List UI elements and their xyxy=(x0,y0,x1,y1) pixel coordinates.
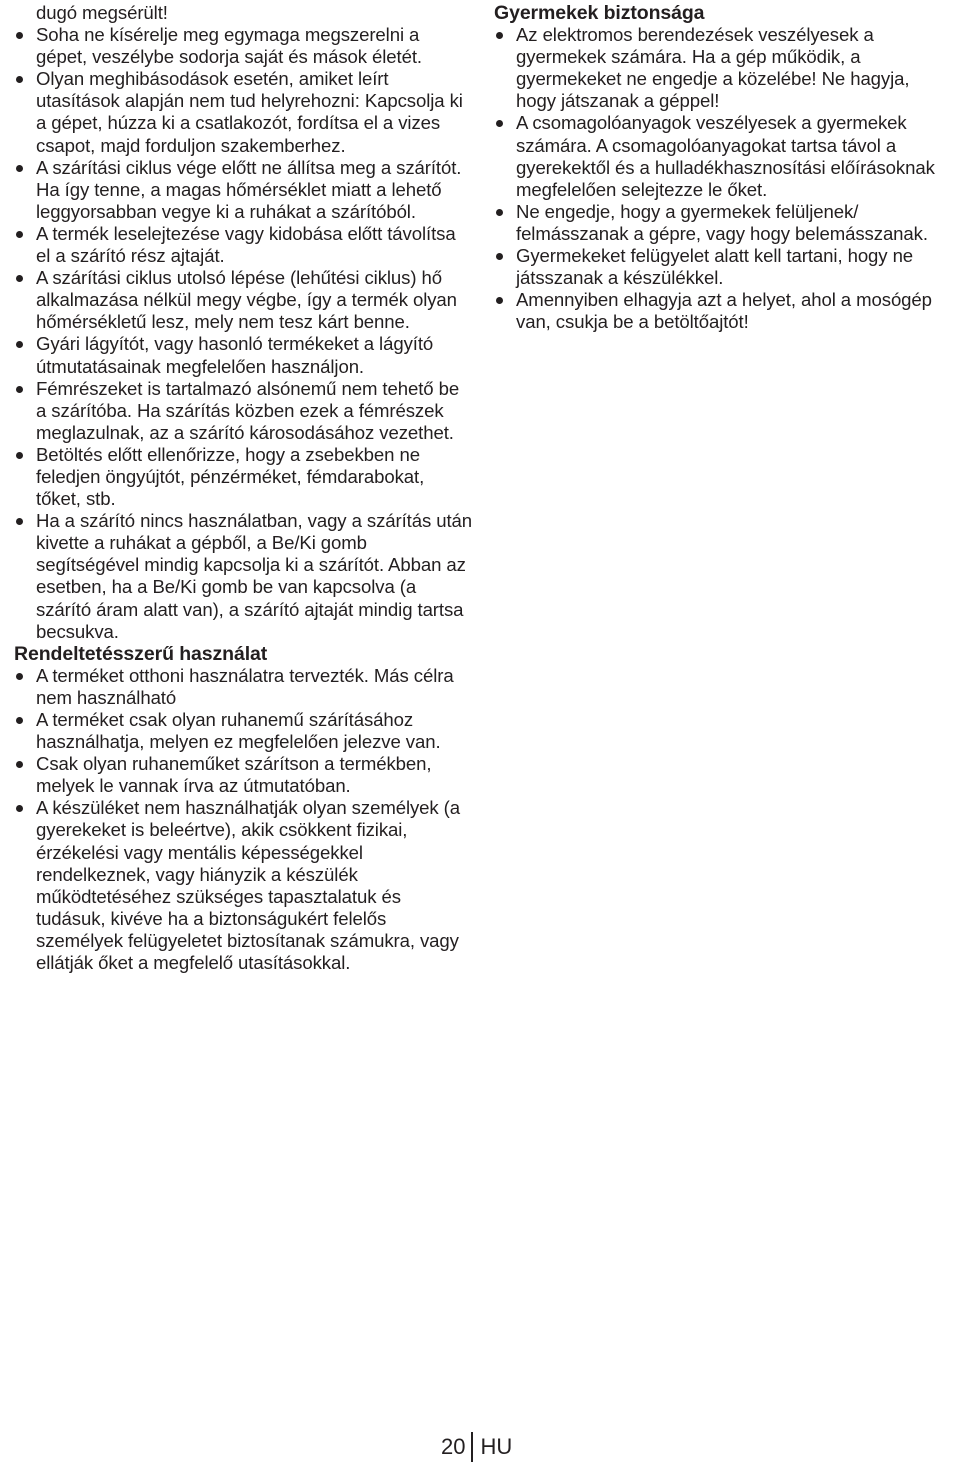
list-item: A szárítási ciklus utolsó lépése (lehűtési ciklus) hő alkalmazása nélkül megy végbe, így a termék olyan hőmérsékletű lesz, mely nem tesz kárt benne. xyxy=(14,267,474,333)
list-item: Olyan meghibásodások esetén, amiket leírt utasítások alapján nem tud helyrehozni: Kapcsolja ki a gépet, húzza ki a csatlakozót, fordítsa el a vizes csapot, majd forduljon szakemberhez. xyxy=(14,68,474,156)
intended-use-list xyxy=(14,665,474,974)
list-item: Gyári lágyítót, vagy hasonló termékeket a lágyító útmutatásainak megfelelően használjon. xyxy=(14,333,474,377)
left-column xyxy=(14,2,474,974)
list-item: Az elektromos berendezések veszélyesek a gyermekek számára. Ha a gép működik, a gyermekeket ne engedje a közelébe! Ne hagyja, hogy játszanak a géppel! xyxy=(494,24,946,112)
page-footer xyxy=(441,1432,512,1462)
list-item: Fémrészeket is tartalmazó alsónemű nem tehető be a szárítóba. Ha szárítás közben ezek a fémrészek meglazulnak, az a szárító károsodásához vezethet. xyxy=(14,378,474,444)
language-code: HU xyxy=(480,1434,513,1459)
continuation-text: dugó megsérült! xyxy=(36,2,168,23)
list-item: Ne engedje, hogy a gyermekek felüljenek/ felmásszanak a gépre, vagy hogy belemásszanak. xyxy=(494,201,946,245)
list-item: Soha ne kísérelje meg egymaga megszerelni a gépet, veszélybe sodorja saját és mások életét. xyxy=(14,24,474,68)
list-item: Gyermekeket felügyelet alatt kell tartani, hogy ne játsszanak a készülékkel. xyxy=(494,245,946,289)
section-title-intended-use: Rendeltetésszerű használat xyxy=(14,642,268,665)
list-item: A szárítási ciklus vége előtt ne állítsa meg a szárítót. Ha így tenne, a magas hőmérséklet miatt a lehető leggyorsabban vegye ki a ruhákat a szárítóból. xyxy=(14,157,474,223)
child-safety-list xyxy=(494,24,946,333)
list-item: A terméket otthoni használatra tervezték. Más célra nem használható xyxy=(14,665,474,709)
section-title-child-safety: Gyermekek biztonsága xyxy=(494,2,705,24)
list-item: Amennyiben elhagyja azt a helyet, ahol a mosógép van, csukja be a betöltőajtót! xyxy=(494,289,946,333)
list-item: A csomagolóanyagok veszélyesek a gyermekek számára. A csomagolóanyagokat tartsa távol a gyerekektől és a hulladékhasznosítási előírásoknak megfelelően selejtezze le őket. xyxy=(494,112,946,200)
right-column xyxy=(494,2,946,333)
safety-list xyxy=(14,24,474,643)
footer-divider xyxy=(471,1432,473,1462)
list-item: Ha a szárító nincs használatban, vagy a szárítás után kivette a ruhákat a gépből, a Be/Ki gomb segítségével mindig kapcsolja ki a szárítót. Abban az esetben, ha a Be/Ki gomb be van kapcsolva (a szárító áram alatt van), a szárító ajtaját mindig tartsa becsukva. xyxy=(14,510,474,643)
list-item: A termék leselejtezése vagy kidobása előtt távolítsa el a szárító rész ajtaját. xyxy=(14,223,474,267)
list-item: A terméket csak olyan ruhanemű szárításához használhatja, melyen ez megfelelően jelezve van. xyxy=(14,709,474,753)
list-item: Csak olyan ruhaneműket szárítson a termékben, melyek le vannak írva az útmutatóban. xyxy=(14,753,474,797)
list-item: A készüléket nem használhatják olyan személyek (a gyerekeket is beleértve), akik csökkent fizikai, érzékelési vagy mentális képességekkel rendelkeznek, vagy hiányzik a készülék működtetéséhez szükséges tapasztalatuk és tudásuk, kivéve ha a biztonságukért felelős személyek felügyeletet biztosítanak számukra, vagy ellátják őket a megfelelő utasításokkal. xyxy=(14,797,474,974)
page-number: 20 xyxy=(441,1434,466,1459)
list-item: Betöltés előtt ellenőrizze, hogy a zsebekben ne feledjen öngyújtót, pénzérméket, fémdarabokat, tőket, stb. xyxy=(14,444,474,510)
